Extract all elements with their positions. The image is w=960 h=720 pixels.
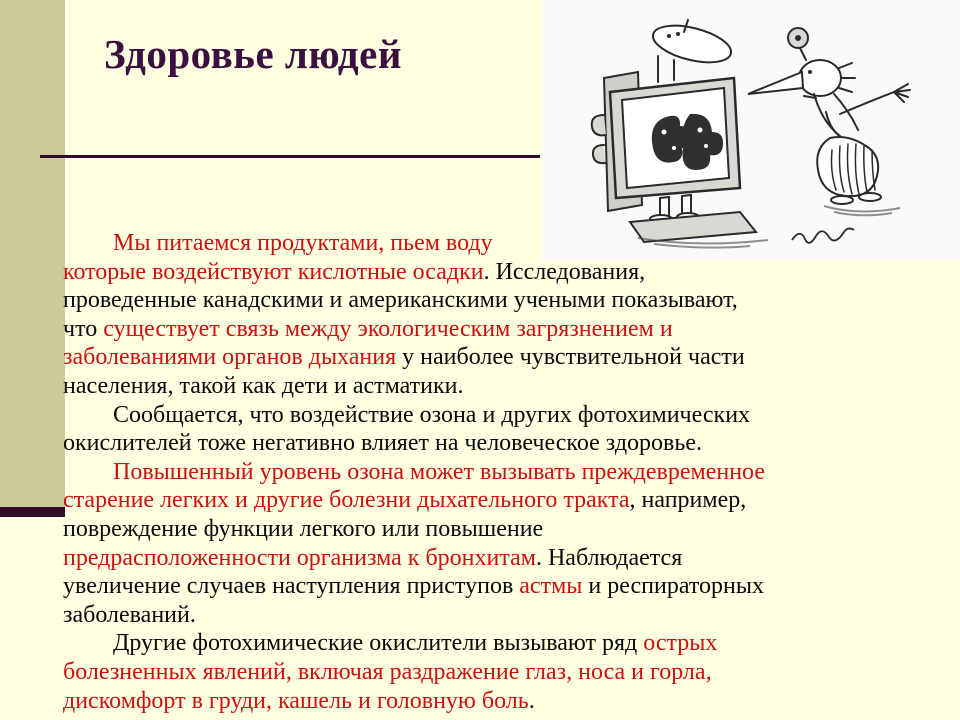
- left-sidebar-bar: [0, 0, 65, 507]
- text-line: [63, 544, 960, 573]
- text-segment: Мы питаемся продуктами, пьем воду: [113, 230, 493, 256]
- text-line: [63, 372, 960, 401]
- text-line: [63, 401, 960, 430]
- xray-cartoon-illustration: [542, 0, 960, 260]
- text-line: [63, 315, 960, 344]
- text-segment: предрасположенности организма к бронхитам: [63, 544, 536, 571]
- text-segment: Сообщается, что воздействие озона и других фотохимических: [113, 401, 751, 428]
- text-line: [63, 572, 960, 601]
- text-segment: населения, такой как дети и астматики.: [63, 372, 464, 399]
- text-segment: . Наблюдается: [535, 544, 683, 571]
- page-title: Здоровье людей: [104, 31, 402, 77]
- text-segment: окислителей тоже негативно влияет на человеческое здоровье.: [63, 430, 702, 457]
- text-line: [63, 658, 960, 687]
- text-segment: увеличение случаев наступления приступов: [63, 573, 520, 600]
- text-segment: заболеваниями органов дыхания: [63, 344, 397, 371]
- text-line: [63, 601, 960, 630]
- text-line: [63, 486, 960, 515]
- sidebar-accent-bar: [0, 507, 65, 517]
- text-segment: проведенные канадскими и американскими учеными показывают,: [63, 287, 738, 314]
- text-segment: .: [528, 687, 535, 714]
- text-segment: старение легких и другие болезни дыхательного тракта: [63, 487, 630, 514]
- text-segment: у наиболее чувствительной части: [396, 344, 745, 371]
- text-segment: дискомфорт в груди, кашель и головную боль: [63, 687, 529, 714]
- text-line: [63, 629, 960, 658]
- body-text: [63, 229, 960, 715]
- text-segment: которые воздействуют кислотные осадки: [63, 258, 484, 285]
- text-segment: существует связь между экологическим загрязнением и: [103, 315, 673, 342]
- text-segment: астмы: [519, 573, 583, 600]
- text-line: [63, 286, 960, 315]
- title-divider-rule: [40, 155, 540, 158]
- text-segment: болезненных явлений, включая раздражение глаз, носа и горла,: [63, 658, 712, 685]
- text-segment: заболеваний.: [63, 601, 196, 628]
- text-line: [63, 429, 960, 458]
- text-segment: , например,: [629, 487, 747, 514]
- text-line: [63, 515, 960, 544]
- text-segment: что: [63, 315, 104, 342]
- text-segment: повреждение функции легкого или повышение: [63, 515, 544, 542]
- xray-cartoon-svg: [542, 0, 960, 260]
- text-line: [63, 687, 960, 716]
- text-line: [63, 458, 960, 487]
- text-line: [63, 343, 960, 372]
- text-segment: и респираторных: [582, 573, 764, 600]
- text-segment: Повышенный уровень озона может вызывать преждевременное: [113, 458, 765, 485]
- text-line: [63, 258, 960, 287]
- text-segment: острых: [643, 630, 718, 657]
- text-line: [63, 229, 960, 258]
- text-segment: Другие фотохимические окислители вызывают ряд: [113, 630, 644, 657]
- text-segment: . Исследования,: [483, 258, 646, 285]
